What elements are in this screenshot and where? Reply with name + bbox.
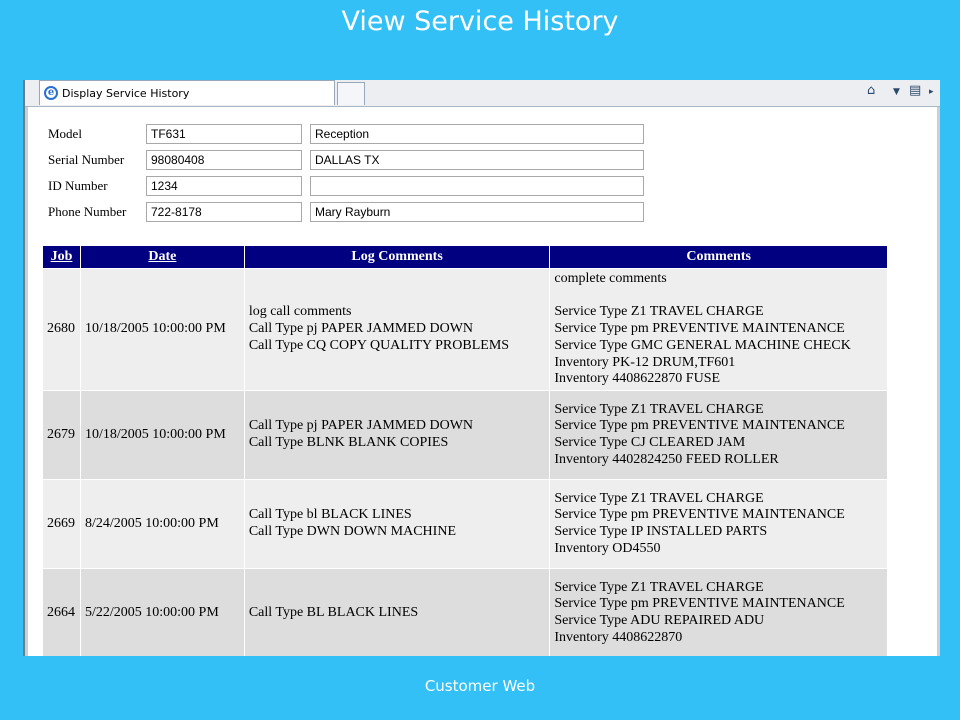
comment-line: Service Type Z1 TRAVEL CHARGE	[554, 579, 764, 595]
feeds-icon[interactable]: ▤	[909, 83, 922, 98]
log-comments-cell	[244, 569, 550, 657]
comments-cell	[550, 569, 888, 657]
comment-line: Service Type pm PREVENTIVE MAINTENANCE	[554, 596, 845, 612]
log-line: Call Type pj PAPER JAMMED DOWN	[248, 418, 474, 434]
date-cell: 8/24/2005 10:00:00 PM	[80, 480, 244, 569]
comments-cell	[550, 269, 888, 391]
phone-label: Phone Number	[48, 204, 127, 219]
location-field[interactable]: Reception	[310, 124, 644, 144]
table-row	[43, 269, 888, 391]
tab-display-service-history[interactable]	[39, 80, 335, 105]
model-field[interactable]: TF631	[146, 124, 302, 144]
date-cell: 10/18/2005 10:00:00 PM	[80, 269, 244, 391]
id-extra-field[interactable]	[310, 176, 644, 196]
id-label: ID Number	[48, 178, 108, 193]
comment-line: Inventory 4402824250 FEED ROLLER	[554, 451, 779, 467]
slide-footer: Customer Web	[424, 677, 536, 695]
comment-line: Service Type pm PREVENTIVE MAINTENANCE	[554, 507, 845, 523]
model-label: Model	[48, 126, 82, 141]
home-icon[interactable]: ⌂	[867, 83, 876, 98]
table-row	[43, 569, 888, 657]
service-history-table	[42, 245, 888, 656]
comment-line: Service Type Z1 TRAVEL CHARGE	[554, 490, 764, 506]
comment-line: Service Type Z1 TRAVEL CHARGE	[554, 401, 764, 417]
log-comments-cell	[244, 480, 550, 569]
id-field[interactable]: 1234	[146, 176, 302, 196]
ie-icon: e	[44, 86, 58, 100]
comment-line: Service Type ADU REPAIRED ADU	[554, 613, 765, 628]
log-comments-header: Log Comments	[244, 246, 550, 269]
comments-cell	[550, 480, 888, 569]
comment-line: Inventory 4408622870	[554, 629, 683, 645]
city-field[interactable]: DALLAS TX	[310, 150, 644, 170]
job-cell: 2679	[43, 391, 81, 480]
log-line: Call Type DWN DOWN MACHINE	[248, 524, 456, 539]
comment-line: Service Type IP INSTALLED PARTS	[554, 524, 768, 539]
log-line: Call Type CQ COPY QUALITY PROBLEMS	[248, 337, 510, 353]
date-sort-link[interactable]: Date	[148, 249, 177, 264]
contact-field[interactable]: Mary Rayburn	[310, 202, 644, 222]
comment-line: Service Type CJ CLEARED JAM	[554, 435, 746, 450]
comment-line	[554, 288, 883, 305]
table-header-row	[43, 246, 888, 269]
comments-cell	[550, 391, 888, 480]
comment-line: Service Type pm PREVENTIVE MAINTENANCE	[554, 418, 845, 434]
job-sort-link[interactable]: Job	[50, 249, 73, 264]
left-frame-edge	[25, 107, 28, 656]
date-cell: 10/18/2005 10:00:00 PM	[80, 391, 244, 480]
scrollbar[interactable]	[937, 107, 940, 656]
comment-line: Inventory 4408622870 FUSE	[554, 371, 721, 387]
log-line: Call Type BLNK BLANK COPIES	[248, 435, 449, 450]
tab-bar	[25, 80, 940, 107]
comment-line: Service Type Z1 TRAVEL CHARGE	[554, 304, 764, 320]
serial-label: Serial Number	[48, 152, 125, 167]
comment-line: Service Type GMC GENERAL MACHINE CHECK	[554, 337, 851, 353]
log-line: Call Type bl BLACK LINES	[248, 507, 412, 523]
job-cell: 2664	[43, 569, 81, 657]
log-comments-cell	[244, 391, 550, 480]
table-row	[43, 391, 888, 480]
dropdown-arrow-icon[interactable]: ▼	[893, 87, 900, 97]
phone-field[interactable]: 722-8178	[146, 202, 302, 222]
log-comments-cell	[244, 269, 550, 391]
comments-header: Comments	[550, 246, 888, 269]
tab-title: Display Service History	[62, 86, 190, 100]
log-line: Call Type pj PAPER JAMMED DOWN	[248, 321, 474, 337]
comment-line: Inventory OD4550	[554, 540, 661, 556]
browser-window	[23, 80, 940, 656]
date-header[interactable]	[80, 246, 244, 269]
serial-field[interactable]: 98080408	[146, 150, 302, 170]
comment-line: Inventory PK-12 DRUM,TF601	[554, 354, 736, 370]
log-line: log call comments	[248, 304, 352, 320]
job-cell: 2680	[43, 269, 81, 391]
job-cell: 2669	[43, 480, 81, 569]
job-header[interactable]	[43, 246, 81, 269]
comment-line: complete comments	[554, 271, 667, 287]
comment-line: Service Type pm PREVENTIVE MAINTENANCE	[554, 321, 845, 337]
more-arrow-icon[interactable]: ▸	[929, 87, 934, 97]
slide-title: View Service History	[341, 6, 619, 37]
new-tab-button[interactable]	[337, 82, 365, 105]
table-row	[43, 480, 888, 569]
date-cell: 5/22/2005 10:00:00 PM	[80, 569, 244, 657]
log-line: Call Type BL BLACK LINES	[248, 604, 419, 620]
